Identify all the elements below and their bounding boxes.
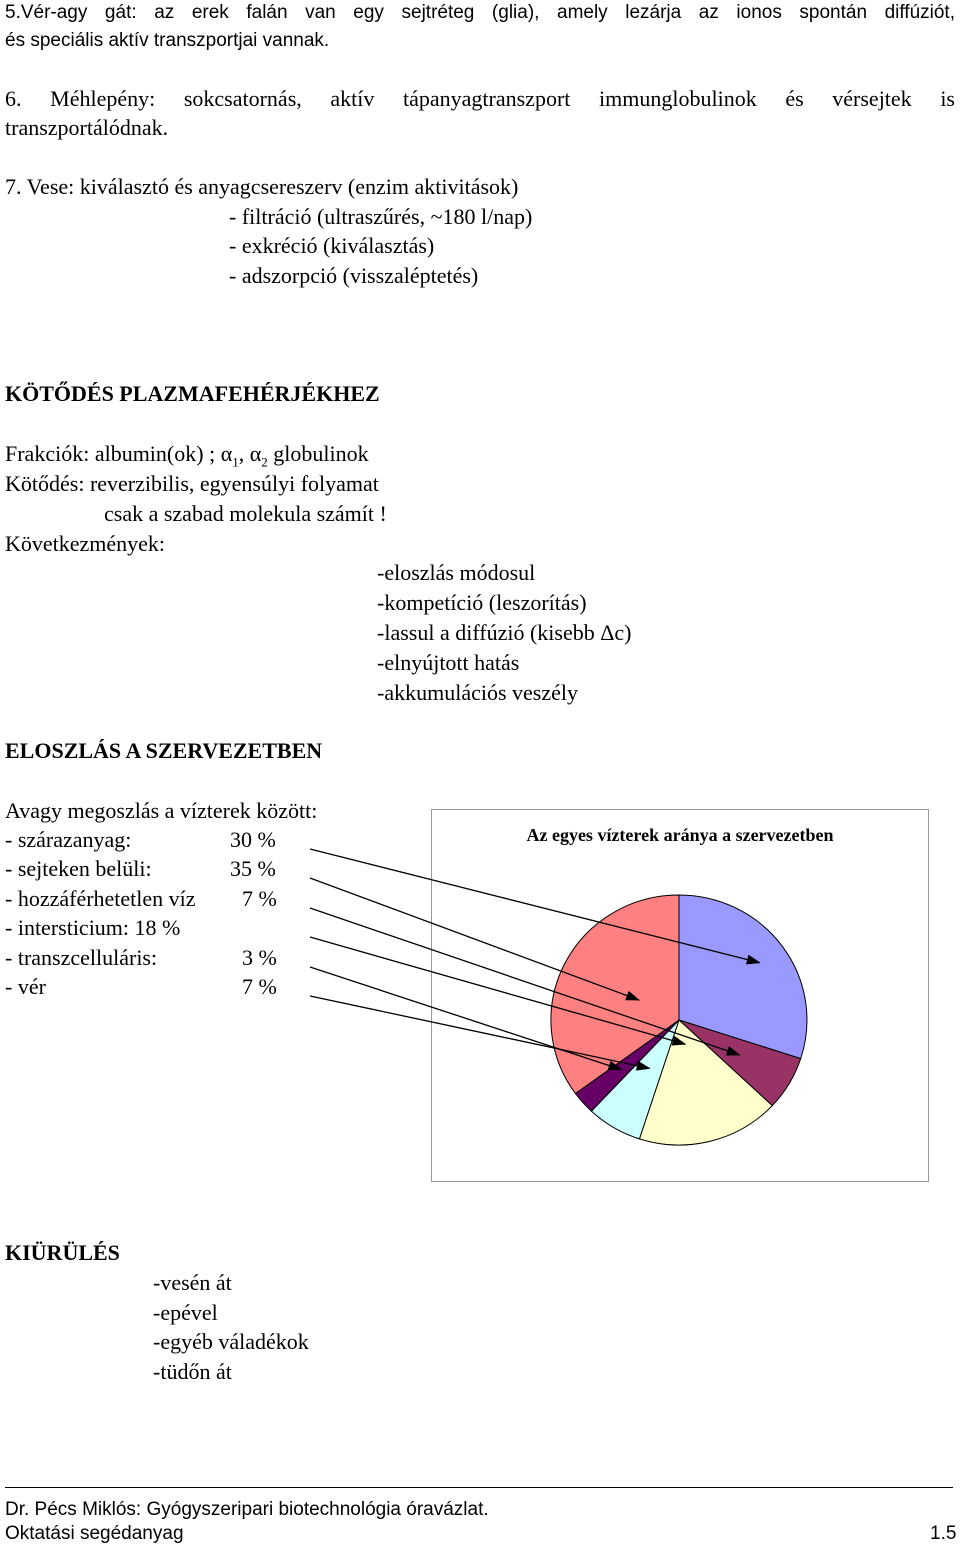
consequence-item: -elnyújtott hatás	[377, 650, 520, 675]
item7-point: - adszorpció (visszaléptetés)	[229, 263, 479, 288]
distribution-label: - hozzáférhetetlen víz	[5, 886, 196, 911]
pie-chart-frame	[431, 809, 929, 1182]
fractions-prefix: Frakciók: albumin(ok) ;	[5, 441, 221, 466]
consequence-item: -lassul a diffúzió (kisebb Δc)	[377, 620, 632, 645]
binding-line: Kötődés: reverzibilis, egyensúlyi folyamat	[5, 471, 379, 496]
distribution-label: - szárazanyag:	[5, 827, 132, 852]
binding-note: csak a szabad molekula számít !	[104, 501, 387, 526]
distribution-label: - intersticium: 18 %	[5, 915, 181, 940]
elimination-item: -egyéb váladékok	[153, 1329, 309, 1354]
elimination-item: -tüdőn át	[153, 1359, 232, 1384]
fractions-suffix: globulinok	[267, 441, 369, 466]
elimination-heading: KIÜRÜLÉS	[5, 1240, 120, 1265]
distribution-value: 3 %	[242, 945, 277, 970]
elimination-item: -epével	[153, 1300, 218, 1325]
footer-author: Dr. Pécs Miklós: Gyógyszeripari biotechnológia óravázlat.	[5, 1499, 489, 1520]
item5-line1: 5.Vér-agy gát: az erek falán van egy sejtréteg (glia), amely lezárja az ionos spontán diffúziót,	[5, 2, 955, 23]
elimination-item: -vesén át	[153, 1270, 232, 1295]
consequence-item: -kompetíció (leszorítás)	[377, 590, 587, 615]
footer-page-number: 1.5	[930, 1523, 957, 1544]
binding-heading: KÖTŐDÉS PLAZMAFEHÉRJÉKHEZ	[5, 381, 380, 406]
distribution-label: - vér	[5, 974, 46, 999]
item6-line1: 6. Méhlepény: sokcsatornás, aktív tápanyagtranszport immunglobulinok és vérsejtek is	[5, 86, 955, 111]
fractions-line	[5, 441, 369, 470]
distribution-value: 7 %	[242, 886, 277, 911]
alpha-subscript: 1	[232, 454, 239, 470]
distribution-value: 35 %	[230, 856, 276, 881]
alpha-subscript: 2	[261, 454, 268, 470]
chart-title: Az egyes vízterek aránya a szervezetben	[526, 825, 834, 845]
distribution-intro: Avagy megoszlás a vízterek között:	[5, 798, 318, 823]
item7-point: - filtráció (ultraszűrés, ~180 l/nap)	[229, 204, 533, 229]
consequence-item: -eloszlás módosul	[377, 560, 536, 585]
distribution-value: 7 %	[242, 974, 277, 999]
alpha-symbol: α	[220, 441, 233, 466]
footer-rule	[5, 1487, 953, 1488]
consequences-label: Következmények:	[5, 531, 166, 556]
distribution-heading: ELOSZLÁS A SZERVEZETBEN	[5, 738, 323, 763]
consequence-item: -akkumulációs veszély	[377, 680, 578, 705]
fractions-comma: ,	[238, 441, 250, 466]
item7-point: - exkréció (kiválasztás)	[229, 233, 435, 258]
footer-note: Oktatási segédanyag	[5, 1523, 184, 1544]
item6-line2: transzportálódnak.	[5, 115, 169, 140]
alpha-symbol: α	[249, 441, 262, 466]
item7-title: 7. Vese: kiválasztó és anyagcsereszerv (enzim aktivitások)	[5, 174, 519, 199]
distribution-label: - sejteken belüli:	[5, 856, 152, 881]
distribution-value: 30 %	[230, 827, 276, 852]
item5-line2: és speciális aktív transzportjai vannak.	[5, 30, 330, 51]
distribution-label: - transzcelluláris:	[5, 945, 158, 970]
